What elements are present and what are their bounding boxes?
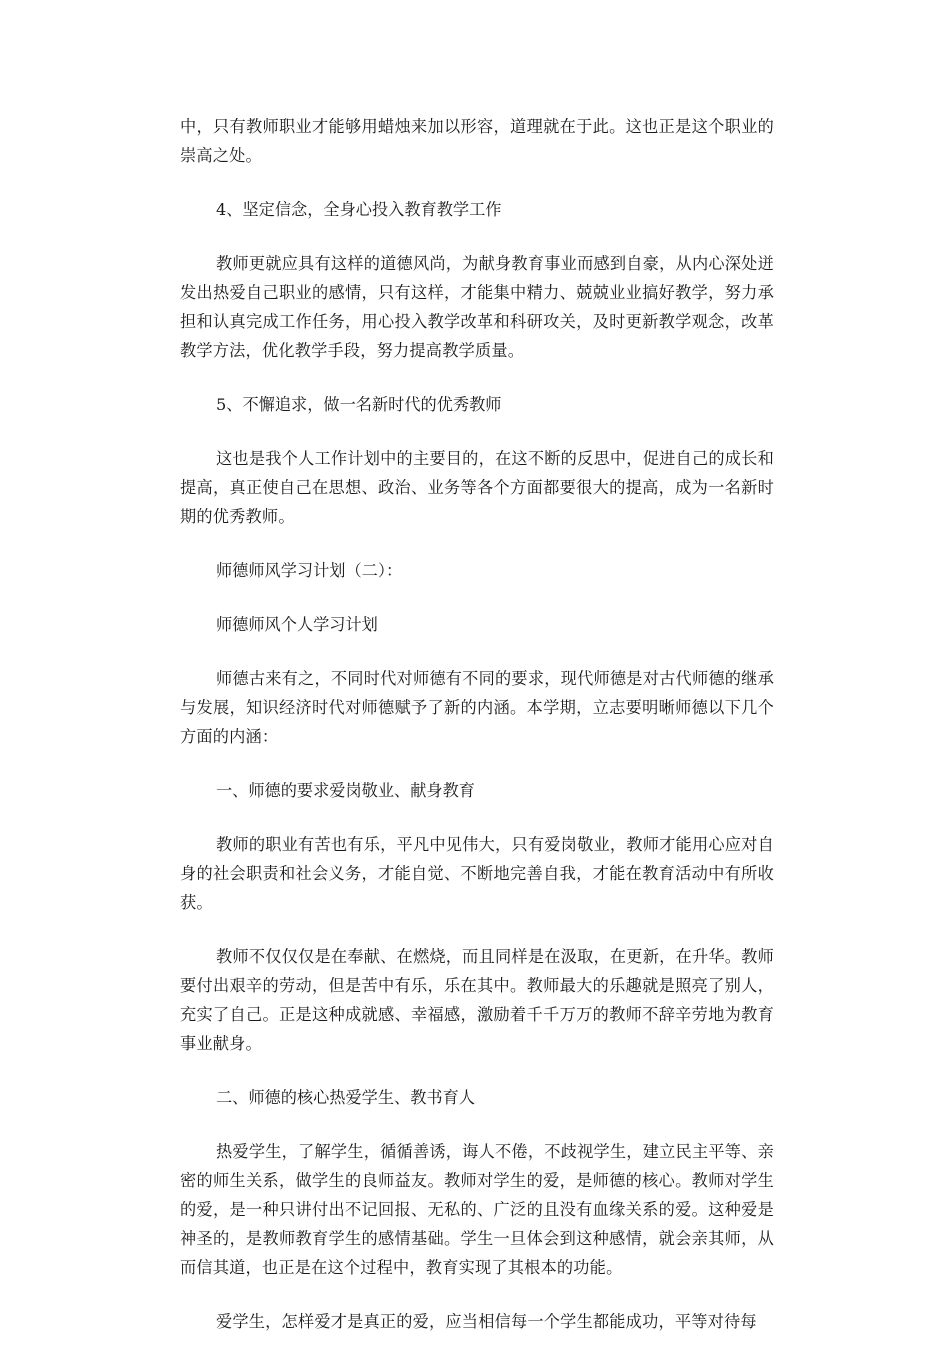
paragraph-dedication: 教师更就应具有这样的道德风尚，为献身教育事业而感到自豪，从内心深处迸发出热爱自己职业的感情，只有这样，才能集中精力、兢兢业业搞好教学，努力承担和认真完成工作任务，用心投入教学改革和科研攻关，及时更新教学观念，改革教学方法，优化教学手段，努力提高教学质量。: [180, 254, 774, 360]
document-body: [180, 112, 774, 1361]
heading-study-plan-two: 师德师风学习计划（二）：: [216, 561, 403, 580]
paragraph-personal-plan: 这也是我个人工作计划中的主要目的，在这不断的反思中，促进自己的成长和提高，真正使自己在思想、政治、业务等各个方面都要很大的提高，成为一名新时期的优秀教师。: [180, 449, 774, 526]
heading-firm-belief: 4、坚定信念，全身心投入教育教学工作: [216, 200, 502, 219]
paragraph-profession-joy: 教师的职业有苦也有乐，平凡中见伟大，只有爱岗敬业，教师才能用心应对自身的社会职责和社会义务，才能自觉、不断地完善自我，才能在教育活动中有所收获。: [180, 835, 774, 912]
paragraph-dedication-growth: 教师不仅仅仅是在奉献、在燃烧，而且同样是在汲取，在更新，在升华。教师要付出艰辛的劳动，但是苦中有乐，乐在其中。教师最大的乐趣就是照亮了别人，充实了自己。正是这种成就感、幸福感，激励着千千万万的教师不辞辛劳地为教育事业献身。: [180, 947, 774, 1053]
paragraph-ethics-intro: 师德古来有之，不同时代对师德有不同的要求，现代师德是对古代师德的继承与发展，知识经济时代对师德赋予了新的内涵。本学期，立志要明晰师德以下几个方面的内涵：: [180, 669, 774, 746]
paragraph-candle-conclusion: 中，只有教师职业才能够用蜡烛来加以形容，道理就在于此。这也正是这个职业的崇高之处。: [180, 117, 774, 165]
paragraph-love-students: 热爱学生，了解学生，循循善诱，诲人不倦，不歧视学生，建立民主平等、亲密的师生关系，做学生的良师益友。教师对学生的爱，是师德的核心。教师对学生的爱，是一种只讲付出不记回报、无私的、广泛的且没有血缘关系的爱。这种爱是神圣的，是教师教育学生的感情基础。学生一旦体会到这种感情，就会亲其师，从而信其道，也正是在这个过程中，教育实现了其根本的功能。: [180, 1142, 774, 1277]
heading-pursuit: 5、不懈追求，做一名新时代的优秀教师: [216, 395, 502, 414]
paragraph-true-love: 爱学生，怎样爱才是真正的爱，应当相信每一个学生都能成功，平等对待每: [216, 1312, 757, 1331]
heading-personal-study-plan: 师德师风个人学习计划: [216, 615, 378, 634]
heading-section-two: 二、师德的核心热爱学生、教书育人: [216, 1088, 475, 1107]
heading-section-one: 一、师德的要求爱岗敬业、献身教育: [216, 781, 475, 800]
